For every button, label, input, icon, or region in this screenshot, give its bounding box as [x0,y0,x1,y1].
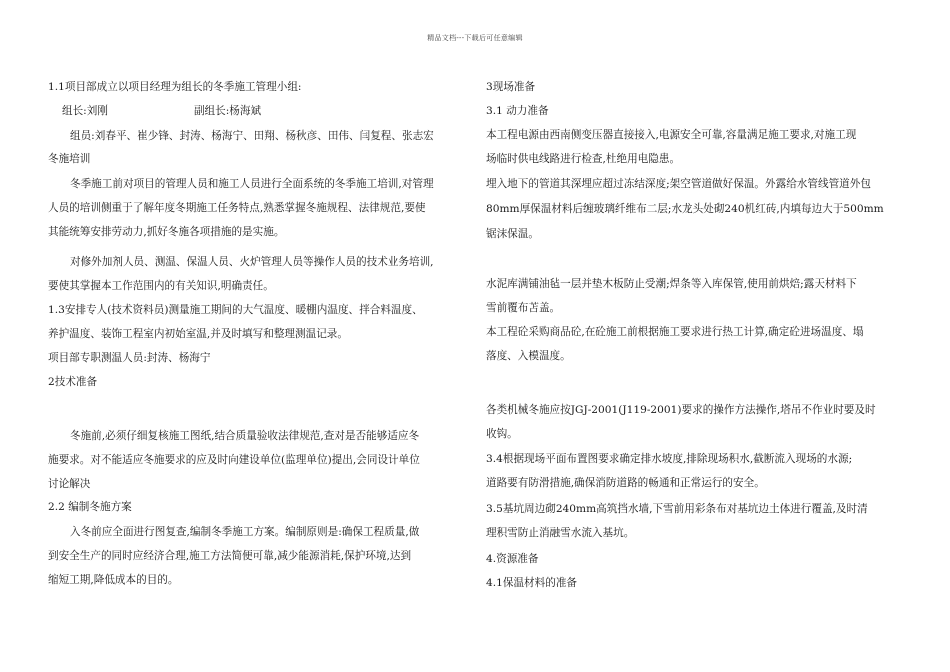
paragraph-line: 雪前覆布苫盖。 [486,302,561,314]
deputy-leader: 副组长:杨海斌 [193,105,262,117]
paragraph-line: 水泥库满铺油毡一层并垫木板防止受潮;焊条等入库保管,使用前烘焙;露天材料下 [486,278,857,290]
paragraph-line: 人员的培训侧重于了解年度冬期施工任务特点,熟悉掌握冬施规程、法律规范,要使 [48,202,426,214]
group-members: 组员:刘春平、崔少锋、封涛、杨海宁、田翔、杨秋彦、田伟、闫复程、张志宏 [70,130,434,142]
paragraph-line: 锯沫保温。 [486,228,539,240]
heading-2: 2技术准备 [48,376,98,388]
paragraph-line: 理积雪防止消融雪水流入基坑。 [486,527,635,539]
paragraph-line: 养护温度、装饰工程室内初始室温,并及时填写和整理测温记录。 [48,328,348,340]
heading-1-1: 1.1项目部成立以项目经理为组长的冬季施工管理小组: [48,81,302,93]
page-header: 精品文档---下载后可任意编辑 [427,34,523,42]
training-heading: 冬施培训 [48,153,91,165]
paragraph-line: 本工程电源由西南侧变压器直接接入,电源安全可靠,容量满足施工要求,对施工现 [486,129,857,141]
heading-3-4: 3.4根据现场平面布置图要求确定排水坡度,排除现场积水,截断流入现场的水源; [486,453,853,465]
paragraph-line: 场临时供电线路进行检查,杜绝用电隐患。 [486,153,681,165]
paragraph-line: 冬季施工前对项目的管理人员和施工人员进行全面系统的冬季施工培训,对管理 [70,178,434,190]
paragraph-line: 讨论解决 [48,478,91,490]
paragraph-line: 道路要有防滑措施,确保消防道路的畅通和正常运行的安全。 [486,477,765,489]
heading-3-1: 3.1 动力准备 [486,105,549,117]
paragraph-line: 收钩。 [486,428,518,440]
paragraph-line: 对修外加剂人员、测温、保温人员、火炉管理人员等操作人员的技术业务培训, [70,256,434,268]
paragraph-line: 施要求。对不能适应冬施要求的应及时向建设单位(监理单位)提出,会同设计单位 [48,454,420,466]
paragraph-line: 80mm厚保温材料后缠玻璃纤维布二层;水龙头处砌240机红砖,内填每边大于500mm [486,203,884,215]
heading-3: 3现场准备 [486,81,536,93]
paragraph-line: 冬施前,必须仔细复核施工图纸,结合质量验收法律规范,查对是否能够适应冬 [70,430,420,442]
heading-4-1: 4.1保温材料的准备 [486,577,578,589]
paragraph-line: 入冬前应全面进行图复查,编制冬季施工方案。编制原则是:确保工程质量,做 [70,526,420,538]
heading-4: 4.资源准备 [486,553,539,565]
paragraph-line: 缩短工期,降低成本的目的。 [48,574,179,586]
paragraph-line: 各类机械冬施应按JGJ-2001(J119-2001)要求的操作方法操作,塔吊不作业时要及时 [486,404,876,416]
paragraph-line: 要使其掌握本工作范围内的有关知识,明确责任。 [48,280,274,292]
paragraph-line: 其能统筹安排劳动力,抓好冬施各项措施的是实施。 [48,226,285,238]
group-leader: 组长:刘刚 [62,105,108,117]
paragraph-line: 落度、入模温度。 [486,350,571,362]
paragraph-line: 项目部专职测温人员:封涛、杨海宁 [48,352,211,364]
leader-line [48,106,261,117]
heading-1-3: 1.3安排专人(技术资料员)测量施工期间的大气温度、暖棚内温度、拌合料温度、 [48,304,423,316]
paragraph-line: 埋入地下的管道其深埋应超过冻结深度;架空管道做好保温。外露给水管线管道外包 [486,178,871,190]
heading-2-2: 2.2 编制冬施方案 [48,501,132,513]
paragraph-line: 本工程砼采购商品砼,在砼施工前根据施工要求进行热工计算,确定砼进场温度、塌 [486,326,864,338]
heading-3-5: 3.5基坑周边砌240mm高筑挡水墙,下雪前用彩条布对基坑边土体进行覆盖,及时清 [486,503,868,515]
paragraph-line: 到安全生产的同时应经济合理,施工方法简便可靠,减少能源消耗,保护环境,达到 [48,550,412,562]
